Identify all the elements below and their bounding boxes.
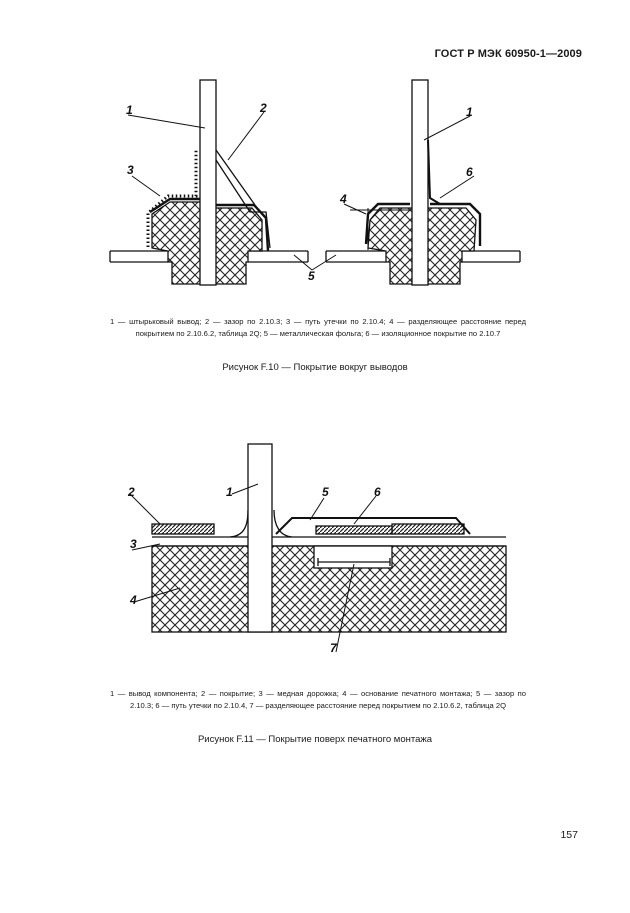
standard-header: ГОСТ Р МЭК 60950-1—2009 <box>434 48 582 60</box>
f11-label-5: 5 <box>322 485 329 499</box>
f10-label-1b: 1 <box>466 105 473 119</box>
figure-f10-drawing <box>0 70 630 300</box>
f10-label-3: 3 <box>127 163 134 177</box>
figure-f10-legend: 1 — штырьковый вывод; 2 — зазор по 2.10.3; 3 — путь утечки по 2.10.4; 4 — разделяющее расстояние перед покрытием по 2.10.6.2, таблица 2Q; 5 — металлическая фольга; 6 — изоляционное покрытие по 2.10.7 <box>110 317 526 338</box>
f10-label-1: 1 <box>126 103 133 117</box>
figure-f11-legend: 1 — вывод компонента; 2 — покрытие; 3 — медная дорожка; 4 — основание печатного монтажа; 5 — зазор по 2.10.3; 6 — путь утечки по 2.10.4, 7 — разделяющее расстояние перед покрытием по 2.10.6.2, таблица 2Q <box>110 689 526 710</box>
f10-label-2: 2 <box>260 101 267 115</box>
pcb-assembly <box>130 444 506 652</box>
f11-label-3: 3 <box>130 537 137 551</box>
f10-label-6: 6 <box>466 165 473 179</box>
figure-f10-caption: Рисунок F.10 — Покрытие вокруг выводов <box>222 362 408 373</box>
f11-label-2: 2 <box>128 485 135 499</box>
page-number: 157 <box>560 829 578 841</box>
left-terminal-assembly <box>110 80 336 285</box>
f10-label-5: 5 <box>308 269 315 283</box>
figure-f11-caption: Рисунок F.11 — Покрытие поверх печатного монтажа <box>197 734 433 745</box>
f11-label-4: 4 <box>130 593 137 607</box>
f11-label-7: 7 <box>330 641 337 655</box>
f11-label-1: 1 <box>226 485 233 499</box>
right-terminal-assembly <box>326 80 520 285</box>
f11-label-6: 6 <box>374 485 381 499</box>
f10-label-4: 4 <box>340 192 347 206</box>
figure-f11-drawing <box>0 440 630 660</box>
